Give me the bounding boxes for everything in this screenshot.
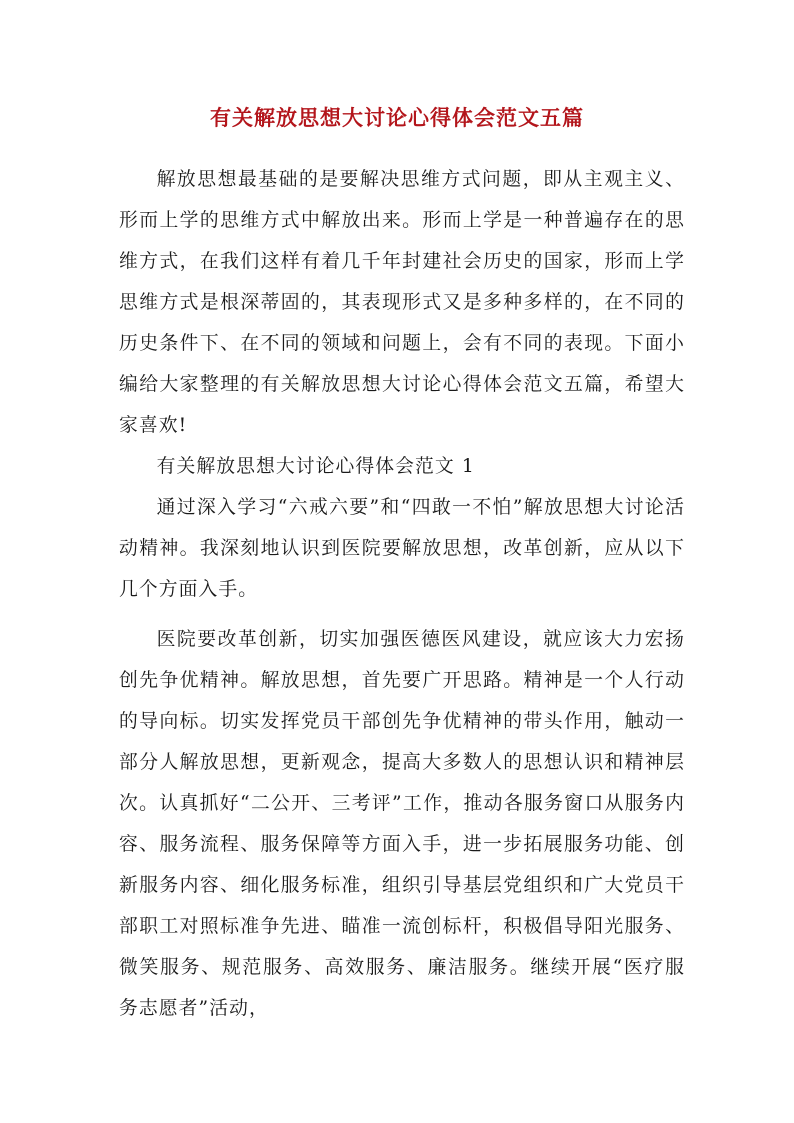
document-body <box>119 159 685 1029</box>
body-paragraph: 通过深入学习“六戒六要”和“四敢一不怕”解放思想大讨论活动精神。我深刻地认识到医院要解放思想，改革创新，应从以下几个方面入手。 <box>119 497 685 600</box>
intro-paragraph: 解放思想最基础的是要解决思维方式问题，即从主观主义、形而上学的思维方式中解放出来。形而上学是一种普遍存在的思维方式，在我们这样有着几千年封建社会历史的国家，形而上学思维方式是根深蒂固的，其表现形式又是多种多样的，在不同的历史条件下、在不同的领域和问题上，会有不同的表现。下面小编给大家整理的有关解放思想大讨论心得体会范文五篇，希望大家喜欢! <box>119 169 685 436</box>
document-title: 有关解放思想大讨论心得体会范文五篇 <box>210 105 584 130</box>
body-paragraph: 医院要改革创新，切实加强医德医风建设，就应该大力宏扬创先争优精神。解放思想，首先要广开思路。精神是一个人行动的导向标。切实发挥党员干部创先争优精神的带头作用，触动一部分人解放思想，更新观念，提高大多数人的思想认识和精神层次。认真抓好“二公开、三考评”工作，推动各服务窗口从服务内容、服务流程、服务保障等方面入手，进一步拓展服务功能、创新服务内容、细化服务标准，组织引导基层党组织和广大党员干部职工对照标准争先进、瞄准一流创标杆，积极倡导阳光服务、微笑服务、规范服务、高效服务、廉洁服务。继续开展“医疗服务志愿者”活动， <box>119 629 685 1019</box>
section-heading: 有关解放思想大讨论心得体会范文 1 <box>156 456 475 477</box>
